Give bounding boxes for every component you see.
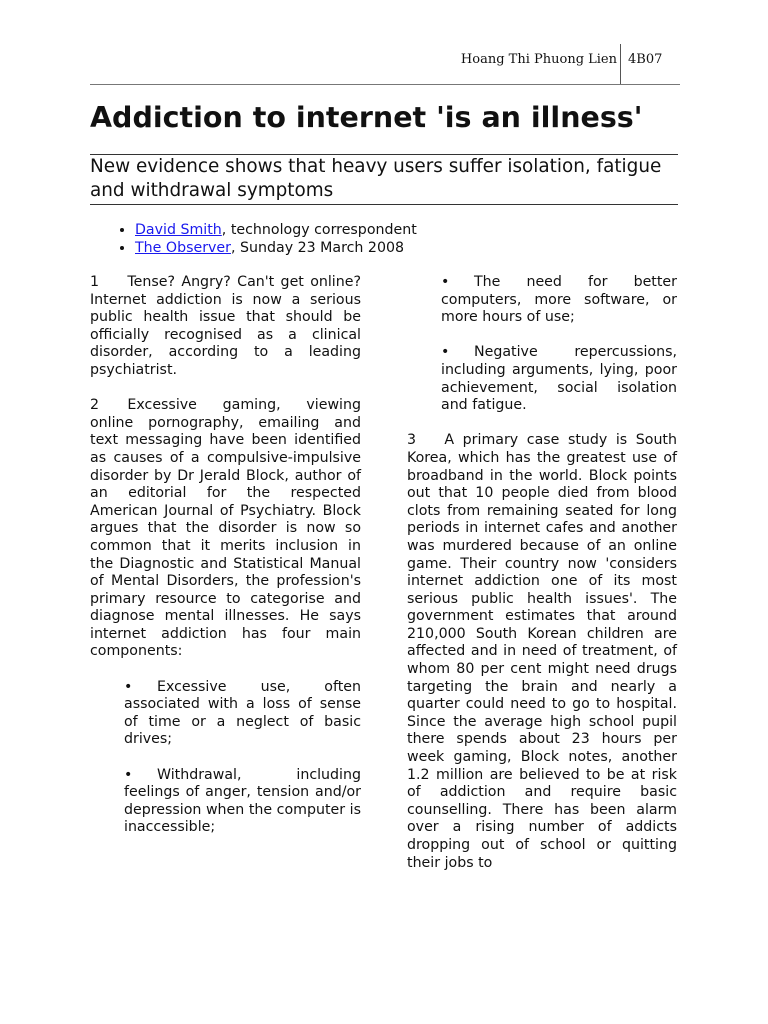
bullet-glyph: • [124,766,133,783]
article-subtitle: New evidence shows that heavy users suffer isolation, fatigue and withdrawal symptoms [90,156,662,201]
article-headline: Addiction to internet 'is an illness' [90,101,643,134]
publication-date: , Sunday 23 March 2008 [230,240,405,256]
bullet-glyph: • [441,344,450,361]
student-name: Hoang Thi Phuong Lien [460,52,617,67]
class-code: 4B07 [628,52,663,67]
header-divider [620,44,621,84]
paragraph-3: 3 A primary case study is South Korea, which has the greatest use of broadband in the world. Block points out that 10 people died from blood clots from remaining seated for long periods in internet cafes and another was murdered because of an online game. Their country now 'considers internet addiction one of its most serious public health issues'. The government estimates that around 210,000 South Korean children are affected and in need of treatment, of whom 80 per cent might need drugs targeting the brain and nearly a quarter could need to go to hospital. Since the average high school pupil there spends about 23 hours per week gaming, Block notes, another 1.2 million are believed to be at risk of addiction and require basic counselling. There has been alarm over a rising number of addicts dropping out of school or quitting their jobs to [407,432,677,871]
component-text: The need for better computers, more software, or more hours of use; [441,274,677,326]
byline-source-item [135,239,417,257]
subtitle-bottom-rule [90,204,678,205]
bullet-glyph: • [124,678,133,695]
author-link[interactable]: David Smith [135,222,222,238]
component-item [124,679,361,749]
article-column-left [90,274,361,855]
source-link[interactable]: The Observer [135,240,231,256]
paragraph-1: 1 Tense? Angry? Can't get online? Internet addiction is now a serious public health issue that should be officially recognised as a clinical disorder, according to a leading psychiatrist. [90,274,361,378]
paragraph-2: 2 Excessive gaming, viewing online pornography, emailing and text messaging have been identified as causes of a compulsive-impulsive disorder by Dr Jerald Block, author of an editorial for the respected American Journal of Psychiatry. Block argues that the disorder is now so common that it merits inclusion in the Diagnostic and Statistical Manual of Mental Disorders, the profession's primary resource to categorise and diagnose mental illnesses. He says internet addiction has four main components: [90,397,361,660]
byline-list [112,221,417,257]
article-column-right [407,274,677,872]
document-header [0,0,768,90]
author-role: , technology correspondent [221,222,417,238]
component-item [441,274,677,327]
component-item [441,344,677,414]
component-text: Negative repercussions, including arguments, lying, poor achievement, social isolation and fatigue. [441,344,677,414]
header-rule [90,84,680,85]
component-text: Excessive use, often associated with a loss of sense of time or a neglect of basic drives; [124,678,361,748]
component-item [124,767,361,837]
byline-author-item [135,221,417,239]
component-text: Withdrawal, including feelings of anger, tension and/or depression when the computer is inaccessible; [124,766,361,836]
bullet-glyph: • [441,274,450,290]
